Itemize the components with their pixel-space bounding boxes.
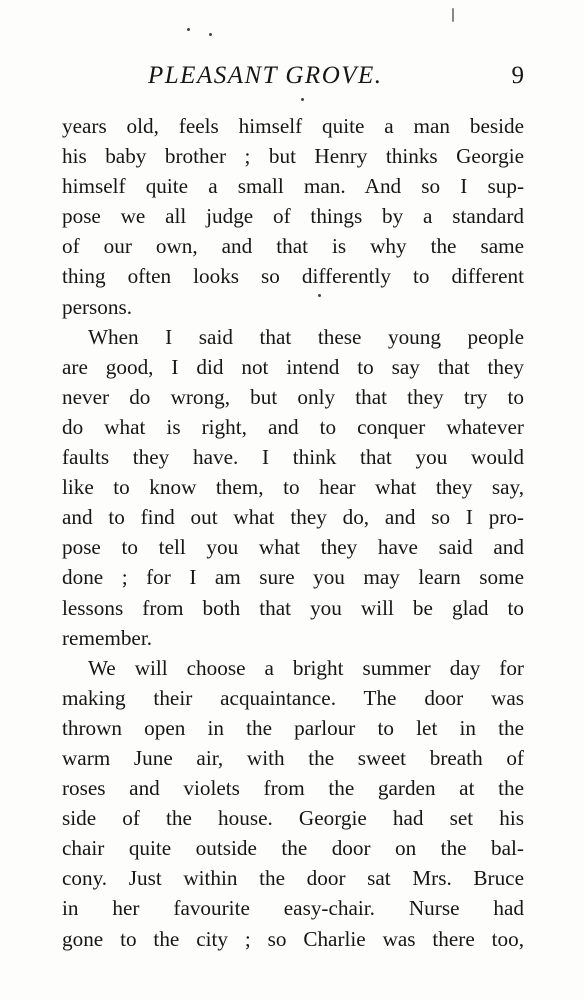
ink-speck [187, 28, 190, 31]
text-line: remember. [62, 625, 153, 650]
text-line: pose we all judge of things by a standard [62, 204, 524, 229]
text-line: gone to the city ; so Charlie was there too, [62, 926, 524, 951]
text-line: thrown open in the parlour to let in the [62, 715, 524, 740]
text-line: faults they have. I think that you would [62, 445, 524, 470]
running-head: PLEASANT GROVE. [148, 62, 383, 89]
paragraph-start-line: We will choose a bright summer day for [88, 655, 524, 680]
text-line: of our own, and that is why the same [62, 234, 524, 259]
text-line: himself quite a small man. And so I sup- [62, 174, 524, 199]
text-line: cony. Just within the door sat Mrs. Bruce [62, 866, 524, 891]
text-line: thing often looks so differently to different [62, 264, 524, 289]
page-header [62, 60, 524, 92]
text-line: making their acquaintance. The door was [62, 685, 524, 710]
text-line: like to know them, to hear what they say, [62, 475, 524, 500]
text-line: roses and violets from the garden at the [62, 776, 524, 801]
text-line: do what is right, and to conquer whatever [62, 414, 524, 439]
text-line: done ; for I am sure you may learn some [62, 565, 524, 590]
text-line: are good, I did not intend to say that they [62, 354, 524, 379]
ink-speck [301, 98, 304, 101]
text-line: his baby brother ; but Henry thinks Georgie [62, 144, 524, 169]
text-line: chair quite outside the door on the bal- [62, 836, 524, 861]
text-line: years old, feels himself quite a man beside [62, 114, 524, 138]
text-line: and to find out what they do, and so I pro- [62, 505, 524, 530]
text-line: side of the house. Georgie had set his [62, 806, 524, 831]
paragraph-start-line: When I said that these young people [88, 324, 524, 349]
text-line: warm June air, with the sweet breath of [62, 745, 524, 770]
text-line: lessons from both that you will be glad to [62, 595, 524, 620]
ink-speck [452, 8, 454, 22]
page-number: 9 [511, 62, 524, 89]
text-line: never do wrong, but only that they try to [62, 384, 524, 409]
text-line: in her favourite easy-chair. Nurse had [62, 896, 524, 921]
text-line: pose to tell you what they have said and [62, 535, 524, 560]
body-text [62, 111, 524, 954]
text-line: persons. [62, 294, 133, 319]
ink-speck [209, 33, 212, 36]
